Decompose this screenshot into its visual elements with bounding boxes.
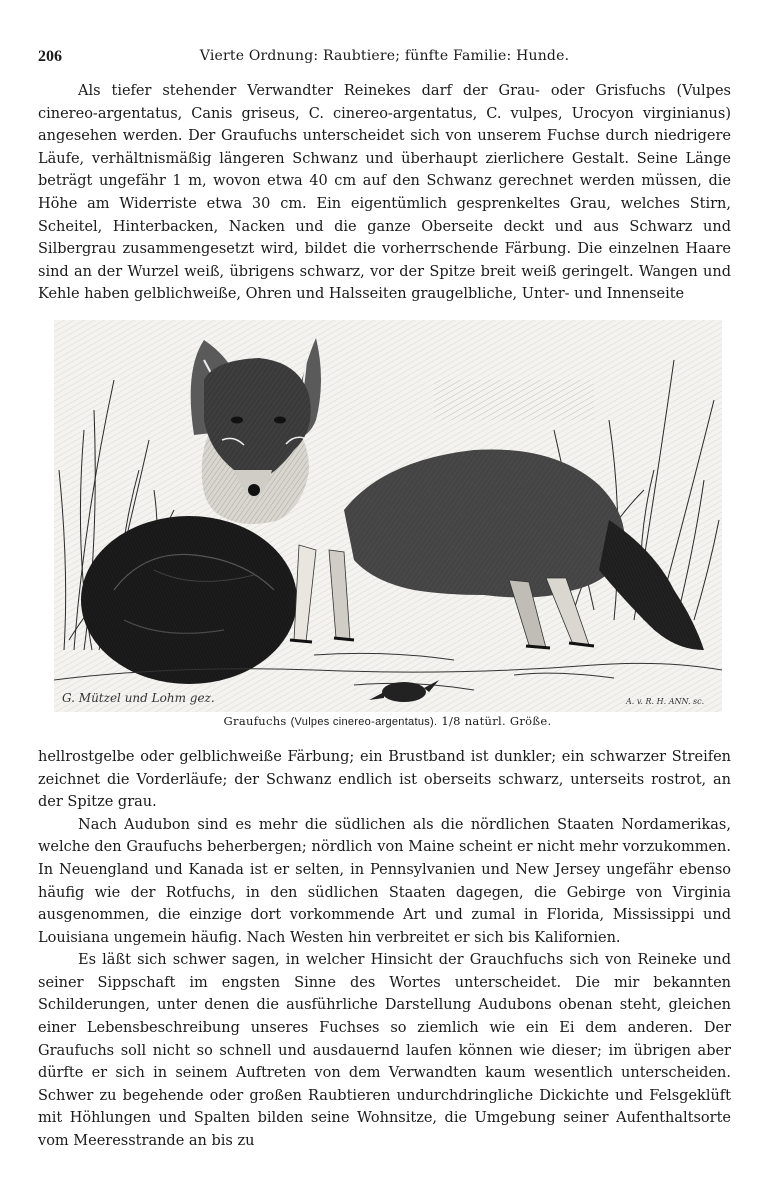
caption-word: Graufuchs xyxy=(223,713,287,728)
figure-caption xyxy=(48,714,727,728)
fox-illustration xyxy=(54,320,722,712)
running-head: Vierte Ordnung: Raubtiere; fünfte Familie: Hunde. xyxy=(199,48,570,64)
paragraph: Es läßt sich schwer sagen, in welcher Hinsicht der Grauchfuchs sich von Reineke und seiner Sippschaft im engsten Sinne des Wortes unterscheidet. Die mir bekannten Schilderungen, unter denen die ausführliche Darstellung Audubons obenan steht, gleichen einer Lebensbeschreibung unseres Fuchses so ziemlich wie ein Ei dem anderen. Der Graufuchs soll nicht so schnell und ausdauernd laufen können wie dieser; im übrigen aber dürfte er sich in seinem Auftreten von dem Verwandten kaum wesentlich unterscheiden. Schwer zu begehende oder großen Raubtieren undurchdringliche Dickichte und Felsgeklüft mit Höhlungen und Spalten bilden seine Wohnsitze, die Umgebung seiner Aufenthaltsorte vom Meeresstrande an bis zu xyxy=(38,952,731,1150)
engraver-signature-left: G. Mützel und Lohm gez. xyxy=(61,690,215,705)
body-text xyxy=(38,80,731,306)
page-number: 206 xyxy=(38,48,62,65)
caption-latin: (Vulpes cinereo-argentatus). xyxy=(290,715,438,728)
page-header xyxy=(38,48,731,74)
curled-fox xyxy=(81,516,297,684)
paragraph: hellrostgelbe oder gelblichweiße Färbung; ein Brustband ist dunkler; ein schwarzer Streifen zeichnet die Vorderläufe; der Schwanz endlich ist oberseits schwarz, unterseits rostrot, an der Spitze grau. xyxy=(38,748,731,811)
figure xyxy=(48,320,727,728)
caption-scale: 1/8 natürl. Größe. xyxy=(441,713,552,728)
paragraph: Nach Audubon sind es mehr die südlichen als die nördlichen Staaten Nordamerikas, welche den Graufuchs beherbergen; nördlich von Maine scheint er nicht mehr vorzukommen. In Neuengland und Kanada ist er selten, in Pennsylvanien und New Jersey ungefähr ebenso häufig wie der Rotfuchs, in den südlichen Staaten dagegen, die Gebirge von Virginia ausgenommen, die einzige dort vorkommende Art und zumal in Florida, Mississippi und Louisiana ungemein häufig. Nach Westen hin verbreitet er sich bis Kalifornien. xyxy=(38,816,731,946)
engraver-signature-right: A. v. R. H. ANN. sc. xyxy=(625,696,704,706)
body-text-continued xyxy=(38,746,731,1153)
paragraph: Als tiefer stehender Verwandter Reinekes darf der Grau- oder Grisfuchs (Vulpes cinereo-argentatus, Canis griseus, C. cinereo-argentatus, C. vulpes, Urocyon virginianus) angesehen werden. Der Graufuchs unterscheidet sich von unserem Fuchse durch niedrigere Läufe, verhältnismäßig längeren Schwanz und überhaupt zierlichere Gestalt. Seine Länge beträgt ungefähr 1 m, wovon etwa 40 cm auf den Schwanz gerechnet werden müssen, die Höhe am Widerriste etwa 30 cm. Ein eigentümlich gesprenkeltes Grau, welches Stirn, Scheitel, Hinterbacken, Nacken und die ganze Oberseite deckt und aus Schwarz und Silbergrau zusammengesetzt wird, bildet die vorherrschende Färbung. Die einzelnen Haare sind an der Wurzel weiß, übrigens schwarz, vor der Spitze breit weiß geringelt. Wangen und Kehle haben gelblichweiße, Ohren und Halsseiten graugelbliche, Unter- und Innenseite xyxy=(38,83,731,303)
